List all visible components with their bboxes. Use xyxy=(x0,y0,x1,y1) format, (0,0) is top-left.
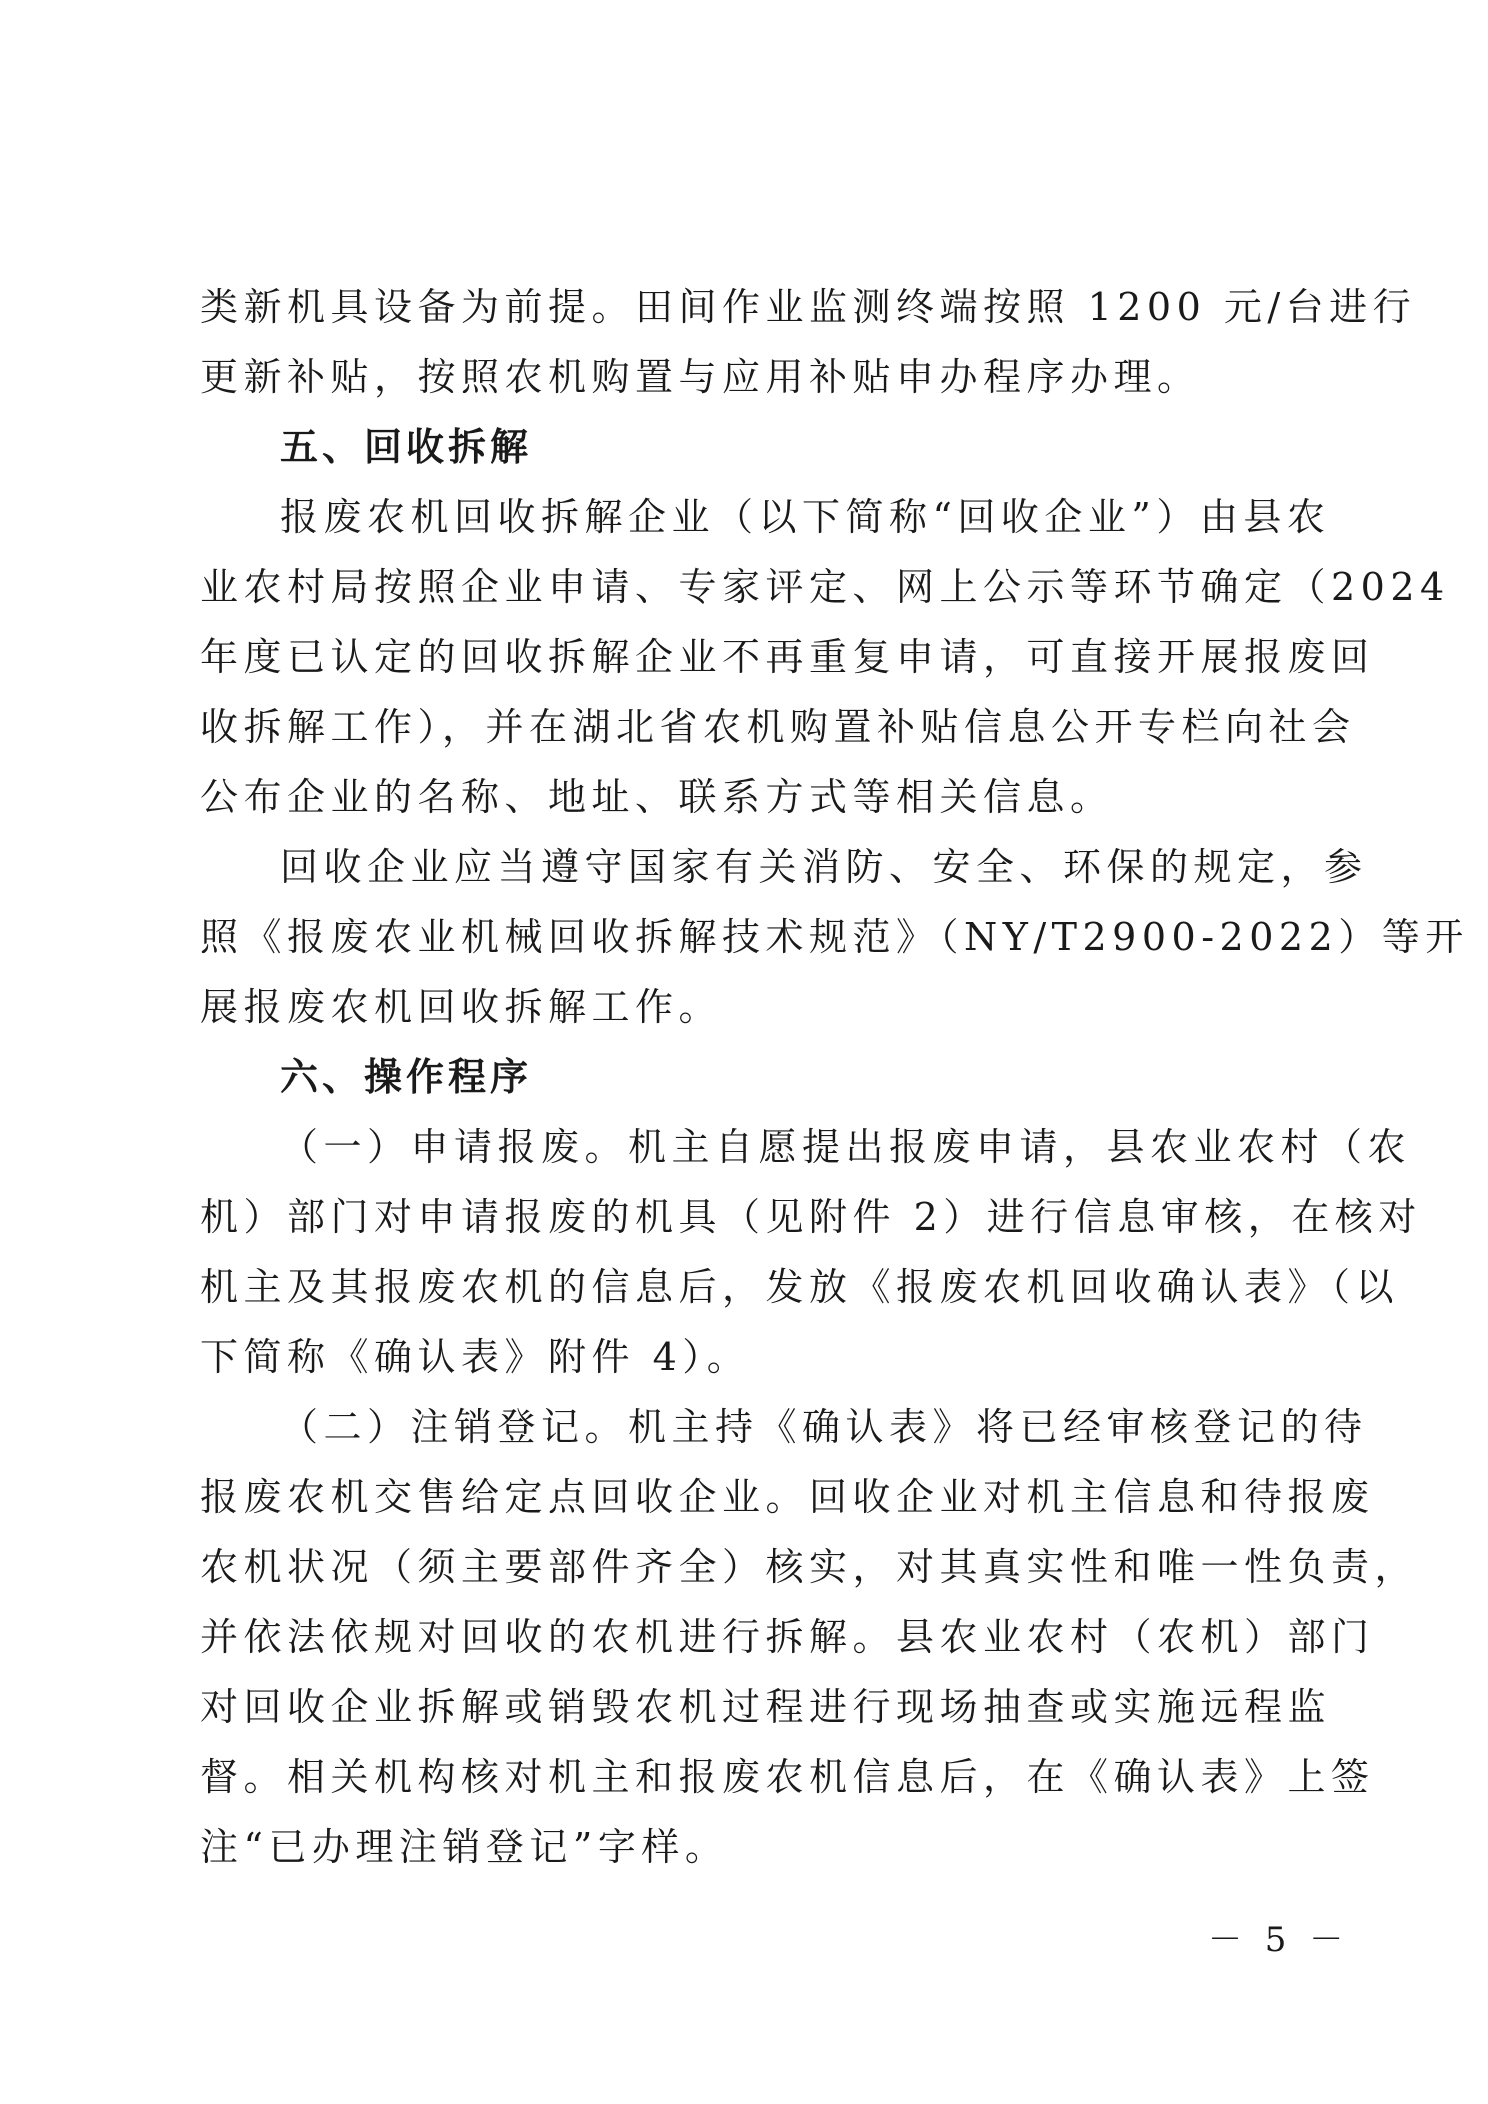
text-line-8: 公布企业的名称、地址、联系方式等相关信息。 xyxy=(200,775,1114,819)
text-line-11: 展报废农机回收拆解工作。 xyxy=(200,985,723,1029)
text-line-6: 年度已认定的回收拆解企业不再重复申请，可直接开展报废回 xyxy=(200,635,1375,679)
document-body xyxy=(200,272,1469,1882)
text-line-18: 报废农机交售给定点回收企业。回收企业对机主信息和待报废 xyxy=(200,1475,1375,1519)
page-number: － 5 － xyxy=(1208,1920,1350,1960)
text-line-20: 并依法依规对回收的农机进行拆解。县农业农村（农机）部门 xyxy=(200,1615,1375,1659)
text-line-21: 对回收企业拆解或销毁农机过程进行现场抽查或实施远程监 xyxy=(200,1685,1332,1729)
text-line-7: 收拆解工作），并在湖北省农机购置补贴信息公开专栏向社会 xyxy=(200,705,1356,749)
text-line-16: 下简称《确认表》附件 4）。 xyxy=(200,1335,751,1379)
text-line-22: 督。相关机构核对机主和报废农机信息后，在《确认表》上签 xyxy=(200,1755,1375,1799)
text-line-13: （一）申请报废。机主自愿提出报废申请，县农业农村（农 xyxy=(280,1125,1412,1169)
text-line-14: 机）部门对申请报废的机具（见附件 2）进行信息审核，在核对 xyxy=(200,1195,1422,1239)
text-line-4: 报废农机回收拆解企业（以下简称“回收企业”）由县农 xyxy=(280,495,1331,539)
section-heading-6: 六、操作程序 xyxy=(280,1055,533,1099)
text-line-5: 业农村局按照企业申请、专家评定、网上公示等环节确定（2024 xyxy=(200,565,1450,609)
text-line-17: （二）注销登记。机主持《确认表》将已经审核登记的待 xyxy=(280,1405,1368,1449)
text-line-19: 农机状况（须主要部件齐全）核实，对其真实性和唯一性负责， xyxy=(200,1545,1419,1589)
text-line-1: 类新机具设备为前提。田间作业监测终端按照 1200 元/台进行 xyxy=(200,285,1417,329)
text-line-9: 回收企业应当遵守国家有关消防、安全、环保的规定，参 xyxy=(280,845,1368,889)
text-line-23: 注“已办理注销登记”字样。 xyxy=(200,1825,729,1869)
section-heading-5: 五、回收拆解 xyxy=(280,425,533,469)
text-line-15: 机主及其报废农机的信息后，发放《报废农机回收确认表》（以 xyxy=(200,1265,1400,1309)
text-line-10: 照《报废农业机械回收拆解技术规范》（NY/T2900-2022）等开 xyxy=(200,915,1469,959)
text-line-2: 更新补贴，按照农机购置与应用补贴申办程序办理。 xyxy=(200,355,1201,399)
